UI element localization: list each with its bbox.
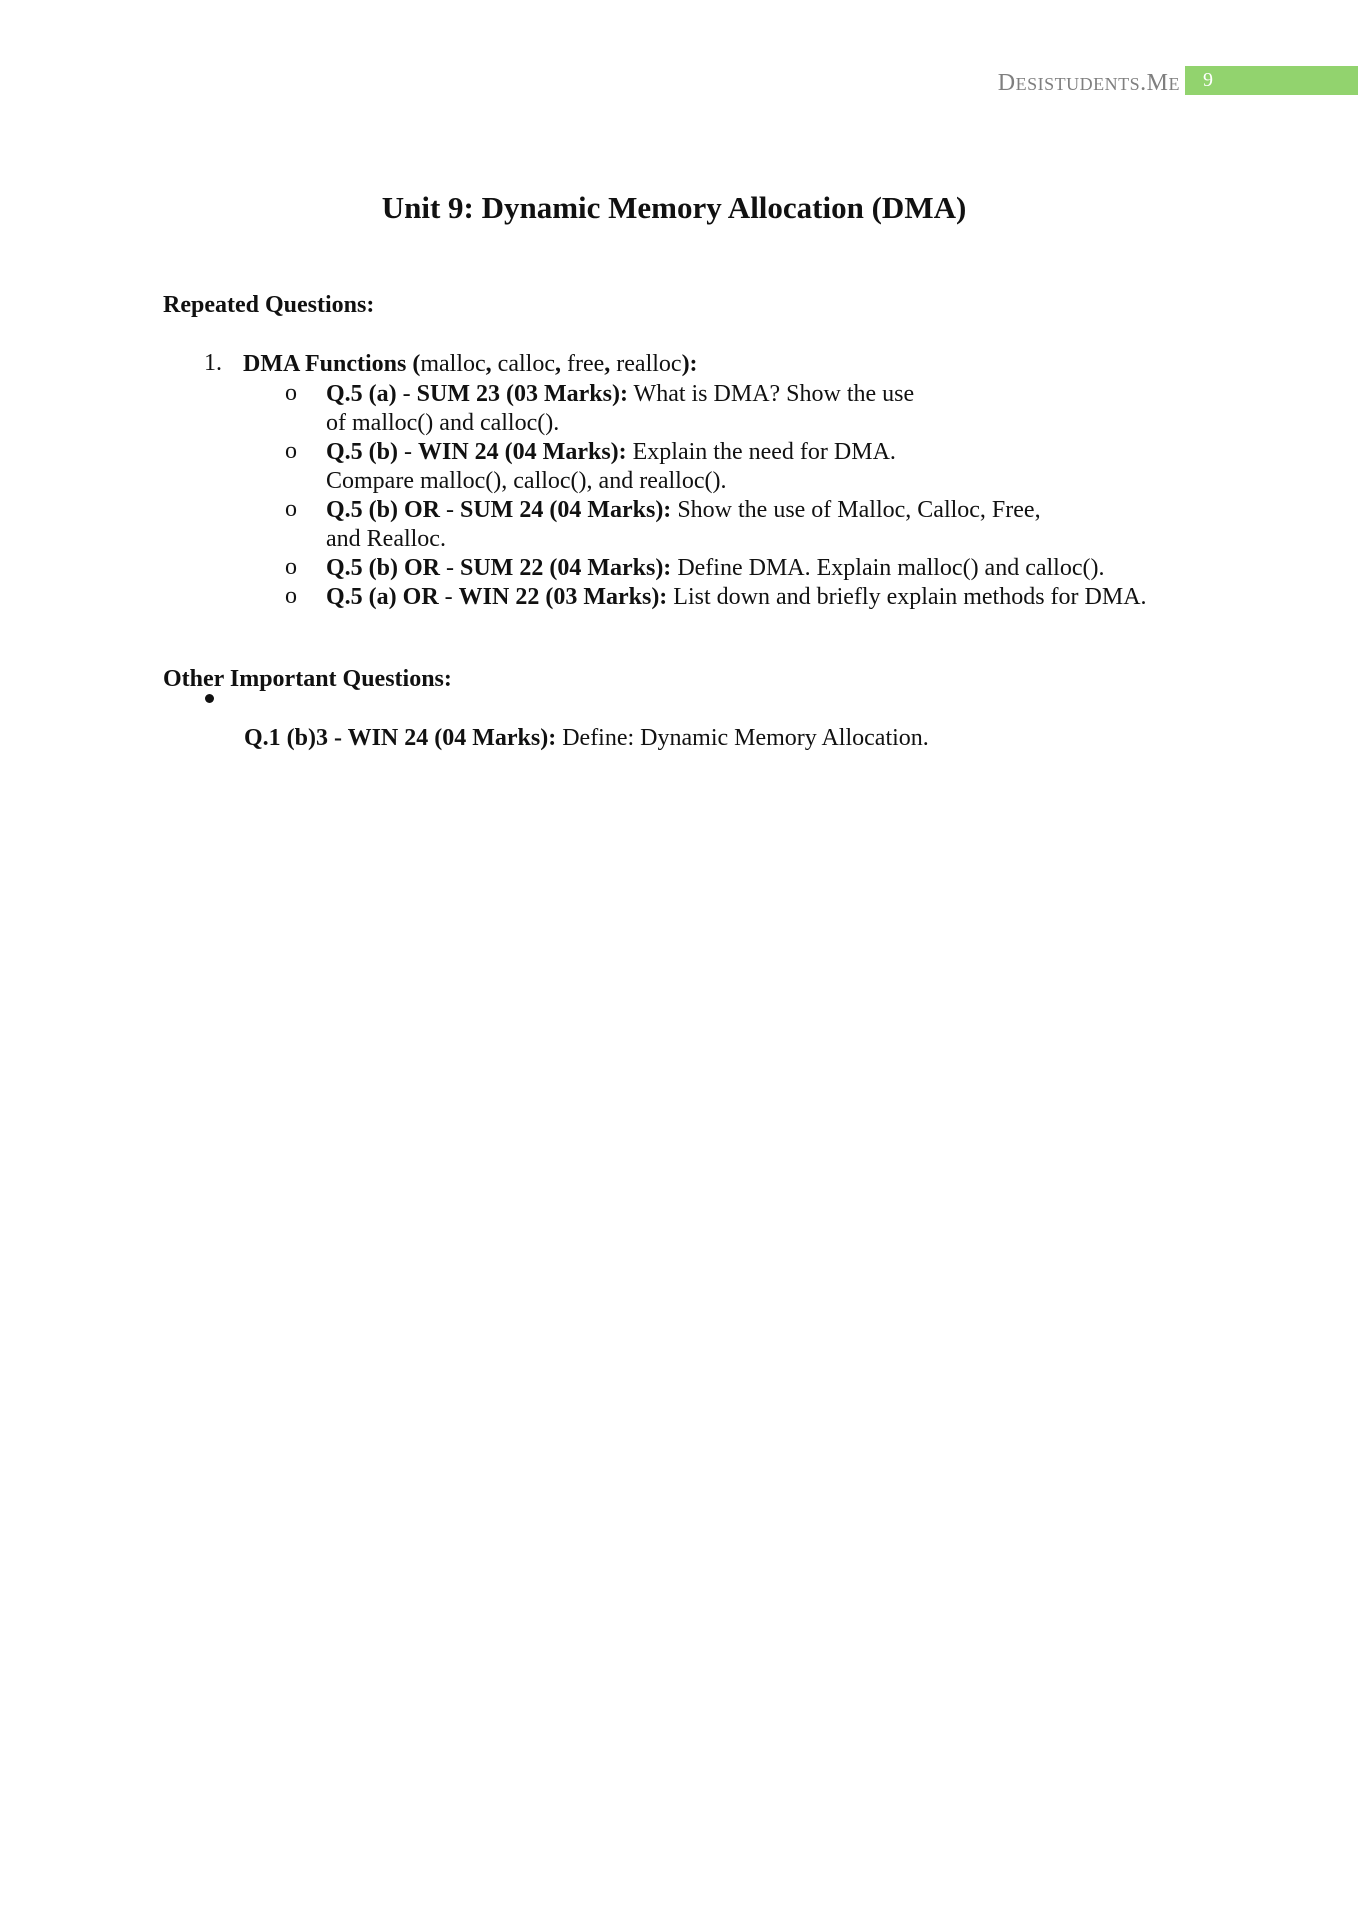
site-name-m: M (1146, 70, 1169, 96)
question-text-continued: of malloc() and calloc(). (326, 410, 560, 436)
question-exam: SUM 23 (03 Marks): (416, 381, 628, 407)
question-text: Define: Dynamic Memory Allocation. (556, 725, 929, 751)
question-sep: - (396, 381, 417, 407)
repeated-questions-heading: Repeated Questions: (163, 292, 375, 318)
question-sep: - (438, 584, 459, 610)
question-line (244, 724, 929, 752)
site-name-e: E (1168, 74, 1180, 94)
topic-close: ): (681, 351, 698, 377)
question-exam: SUM 24 (04 Marks): (460, 497, 672, 523)
topic-comma: , (604, 351, 611, 377)
question-code: Q.5 (b) OR (326, 497, 440, 523)
site-name (998, 70, 1180, 97)
page-number: 9 (1203, 69, 1213, 91)
page-number-badge (1185, 66, 1358, 95)
question-line (326, 438, 896, 466)
question-text-continued: and Realloc. (326, 526, 446, 552)
site-name-dot: . (1140, 70, 1147, 96)
question-line (326, 380, 914, 408)
sub-bullet: o (285, 380, 297, 406)
question-text-continued: Compare malloc(), calloc(), and realloc(). (326, 468, 727, 494)
bullet-dot (205, 694, 214, 703)
question-line (326, 496, 1041, 524)
topic-arg: malloc (420, 351, 486, 377)
sub-bullet: o (285, 496, 297, 522)
question-sep: - (398, 439, 418, 465)
topic-comma: , (485, 351, 492, 377)
sub-bullet: o (285, 438, 297, 464)
topic-label: DMA Functions (243, 351, 407, 377)
question-exam: SUM 22 (04 Marks): (460, 555, 672, 581)
other-questions-heading: Other Important Questions: (163, 666, 452, 692)
question-text: Explain the need for DMA. (626, 439, 896, 465)
question-text: List down and briefly explain methods for DMA. (667, 584, 1147, 610)
topic-arg: realloc (616, 351, 682, 377)
topic-arg: calloc (497, 351, 555, 377)
question-code: Q.5 (b) (326, 439, 398, 465)
question-sep: - (440, 555, 460, 581)
topic-arg: free (566, 351, 605, 377)
topic-line (243, 350, 698, 378)
site-name-initial: D (997, 70, 1016, 96)
question-code: Q.1 (b)3 (244, 725, 328, 751)
topic-comma: , (554, 351, 561, 377)
page-title: Unit 9: Dynamic Memory Allocation (DMA) (381, 190, 967, 225)
sub-bullet: o (285, 583, 297, 609)
sub-bullet: o (285, 554, 297, 580)
question-text: What is DMA? Show the use (627, 381, 915, 407)
question-exam: WIN 22 (03 Marks): (458, 584, 668, 610)
question-sep: - (440, 497, 460, 523)
question-code: Q.5 (b) OR (326, 555, 440, 581)
question-code: Q.5 (a) (326, 381, 397, 407)
question-exam: WIN 24 (04 Marks): (418, 439, 627, 465)
question-exam: WIN 24 (04 Marks): (347, 725, 557, 751)
question-sep: - (328, 725, 348, 751)
topic-open: ( (412, 351, 421, 377)
question-code: Q.5 (a) OR (326, 584, 439, 610)
question-line (326, 554, 1104, 582)
site-name-rest: ESISTUDENTS (1015, 74, 1141, 94)
list-number: 1. (204, 350, 222, 376)
question-text: Show the use of Malloc, Calloc, Free, (671, 497, 1041, 523)
question-text: Define DMA. Explain malloc() and calloc(). (671, 555, 1105, 581)
question-line (326, 583, 1147, 611)
